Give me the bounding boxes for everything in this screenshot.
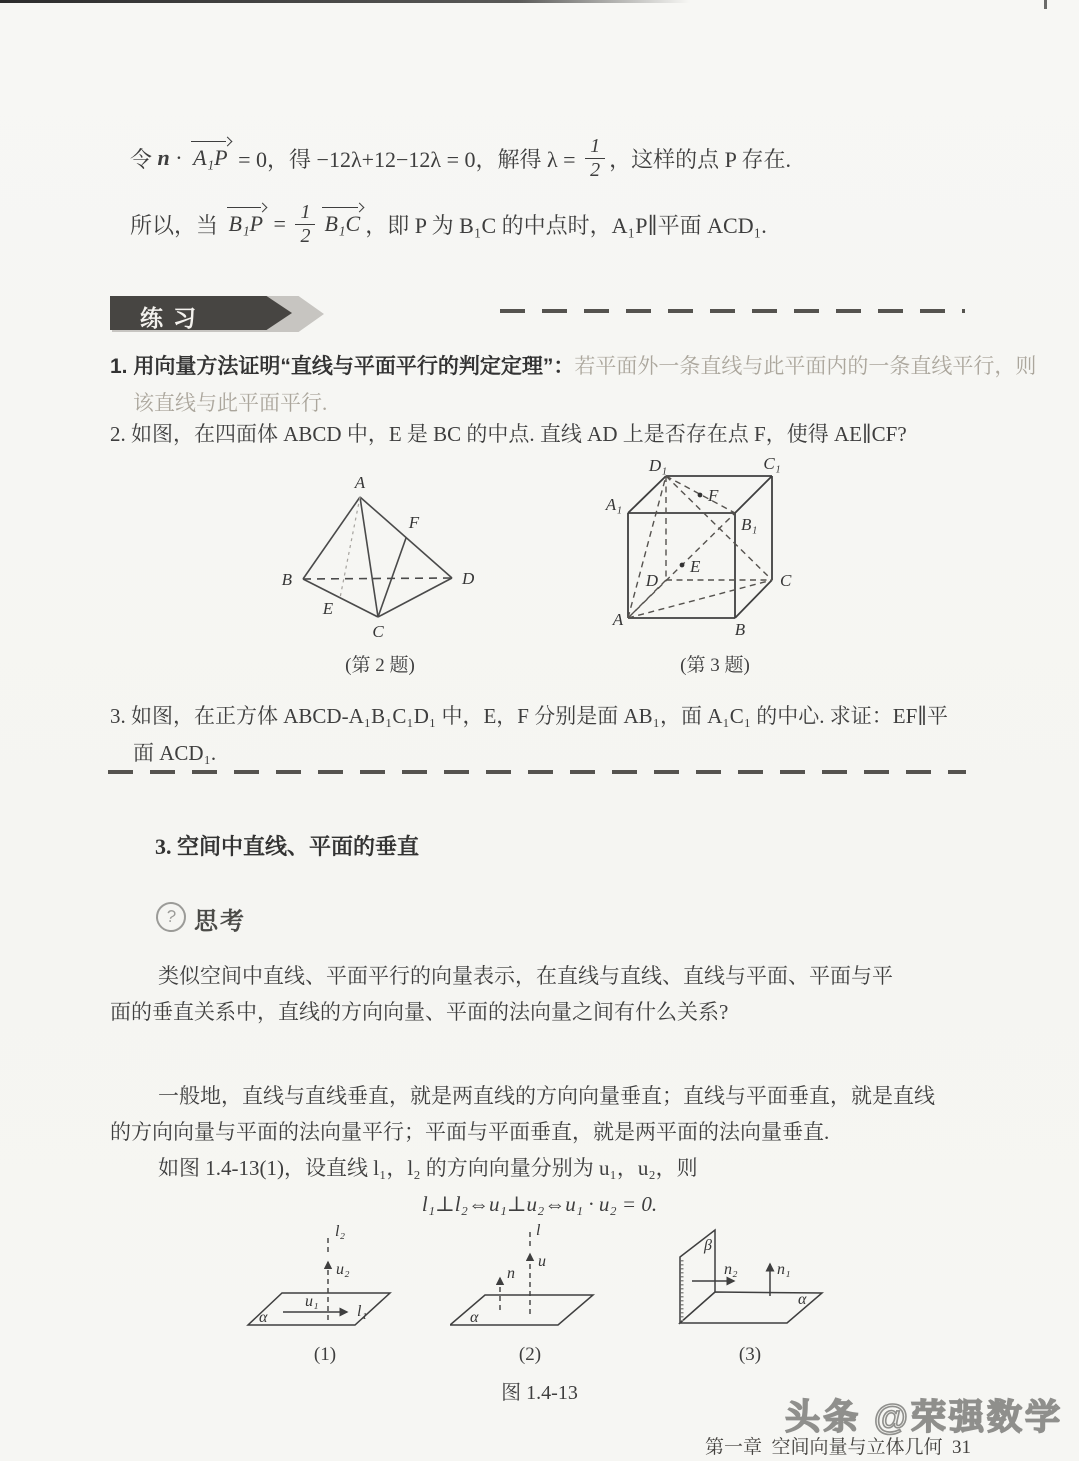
exercise-banner-label: 练习 — [140, 305, 206, 331]
point-label-e: E — [690, 557, 701, 576]
solution-line-1 — [130, 128, 791, 188]
vector-b1c: B₁C — [324, 211, 361, 236]
vertex-label-c: C — [780, 571, 792, 590]
vertex-label-b1: B₁ — [741, 515, 758, 534]
point-label-e: E — [322, 599, 334, 618]
n2-label: n₂ — [724, 1261, 738, 1278]
dashed-divider-top — [500, 309, 965, 313]
perpendicular-formula: l₁⊥l₂⇔u₁⊥u₂⇔u₁ · u₂ = 0. — [421, 1192, 658, 1216]
paragraph-line-3: 如图 1.4-13(1)，设直线 l₁，l₂ 的方向向量分别为 u₁，u₂，则 — [158, 1156, 698, 1180]
vertex-label-a1: A₁ — [605, 495, 622, 514]
fig-3-caption: (3) — [738, 1344, 762, 1365]
watermark: 头条 @荣强数学 — [785, 1398, 1063, 1437]
fig-1-4-13-2 — [450, 1222, 610, 1332]
vertex-label-c1: C₁ — [763, 455, 781, 473]
l1-label: l₁ — [357, 1303, 368, 1320]
footer-title: 空间向量与立体几何 — [771, 1437, 943, 1458]
math-text: · — [169, 145, 189, 170]
math-text: ，这样的点 P 存在. — [609, 146, 791, 172]
math-text: 所以，当 — [130, 212, 224, 238]
tetrahedron-figure — [240, 462, 520, 647]
fraction-one-half: $\frac{1}{2}$ — [295, 202, 315, 247]
math-text: = — [268, 211, 292, 236]
solution-line-2 — [130, 194, 767, 254]
math-text: ，即 P 为 B₁C 的中点时，A₁P∥平面 ACD₁. — [365, 212, 767, 238]
exercise-1-line-2: 该直线与此平面平行. — [133, 391, 328, 415]
vertex-label-d: D — [645, 571, 658, 590]
exercise-2: 2. 如图，在四面体 ABCD 中，E 是 BC 的中点. 直线 AD 上是否存在点 F，使得 AE∥CF? — [110, 422, 907, 446]
point-label-f: F — [708, 486, 719, 505]
point-label-f: F — [408, 513, 420, 532]
scan-top-edge — [0, 0, 690, 3]
paragraph-line-1: 一般地，直线与直线垂直，就是两直线的方向向量垂直；直线与平面垂直，就是直线 — [158, 1084, 935, 1108]
think-label: 思考 — [194, 908, 246, 935]
alpha-label: α — [259, 1309, 268, 1326]
vertex-label-c: C — [372, 622, 384, 641]
cube-figure — [600, 455, 830, 640]
point-e-dot — [680, 563, 685, 568]
l-label: l — [536, 1222, 541, 1239]
think-paragraph-line-1: 类似空间中直线、平面平行的向量表示，在直线与直线、直线与平面、平面与平 — [158, 964, 893, 988]
u2-label: u₂ — [336, 1261, 350, 1278]
exercise-3-line-1: 3. 如图，在正方体 ABCD-A₁B₁C₁D₁ 中，E，F 分别是面 AB₁，面 A₁C₁ 的中心. 求证：EF∥平 — [110, 704, 948, 728]
paragraph-line-2: 的方向向量与平面的法向量平行；平面与平面垂直，就是两平面的法向量垂直. — [110, 1120, 830, 1144]
point-f-dot — [698, 493, 703, 498]
footer-page-number: 31 — [952, 1437, 972, 1458]
fraction-one-half: $\frac{1}{2}$ — [585, 136, 605, 181]
exercise-3-line-2: 面 ACD₁. — [133, 741, 217, 765]
figure-group-caption: 图 1.4-13 — [501, 1382, 578, 1404]
vertex-label-d: D — [462, 569, 475, 588]
scan-corner-mark — [1044, 0, 1047, 9]
figure-2-caption: (第 2 题) — [345, 655, 415, 676]
n-label: n — [507, 1265, 515, 1282]
figure-3-caption: (第 3 题) — [680, 655, 750, 676]
vertex-label-a: A — [354, 473, 366, 492]
footer-chapter: 第一章 — [705, 1437, 763, 1458]
beta-label: β — [704, 1237, 712, 1254]
think-paragraph-line-2: 面的垂直关系中，直线的方向向量、平面的法向量之间有什么关系? — [110, 1000, 729, 1024]
dashed-divider-bottom — [108, 770, 966, 774]
alpha-label: α — [798, 1291, 807, 1308]
vertex-label-d1: D₁ — [648, 456, 668, 475]
fig-2-caption: (2) — [518, 1344, 542, 1365]
page-footer — [705, 1432, 971, 1459]
vertex-label-a: A — [612, 610, 624, 629]
vertex-label-b: B — [281, 570, 292, 589]
vector-a1p: A₁P — [193, 145, 228, 170]
vertex-label-b: B — [734, 620, 746, 639]
fig-1-4-13-3 — [660, 1222, 840, 1332]
vector-b1p: B₁P — [228, 211, 264, 236]
n1-label: n₁ — [777, 1261, 791, 1278]
fig-1-4-13-1 — [245, 1222, 405, 1332]
u1-label: u₁ — [305, 1293, 319, 1310]
question-mark-icon: ? — [154, 900, 188, 934]
math-text: 令 — [130, 146, 158, 172]
l2-label: l₂ — [335, 1223, 346, 1240]
faded-theorem-text: 若平面外一条直线与此平面内的一条直线平行，则 — [574, 354, 1037, 378]
u-label: u — [538, 1253, 546, 1270]
exercise-1-line-1: 1. 用向量方法证明“直线与平面平行的判定定理”：若平面外一条直线与此平面内的一条直线平行，则 — [110, 354, 1037, 378]
fig-1-caption: (1) — [313, 1344, 337, 1365]
vector-n: n — [157, 145, 170, 170]
alpha-label: α — [470, 1309, 479, 1326]
math-text: = 0，得 −12λ+12−12λ = 0，解得 λ = — [232, 146, 582, 172]
section-heading: 3. 空间中直线、平面的垂直 — [155, 834, 420, 859]
